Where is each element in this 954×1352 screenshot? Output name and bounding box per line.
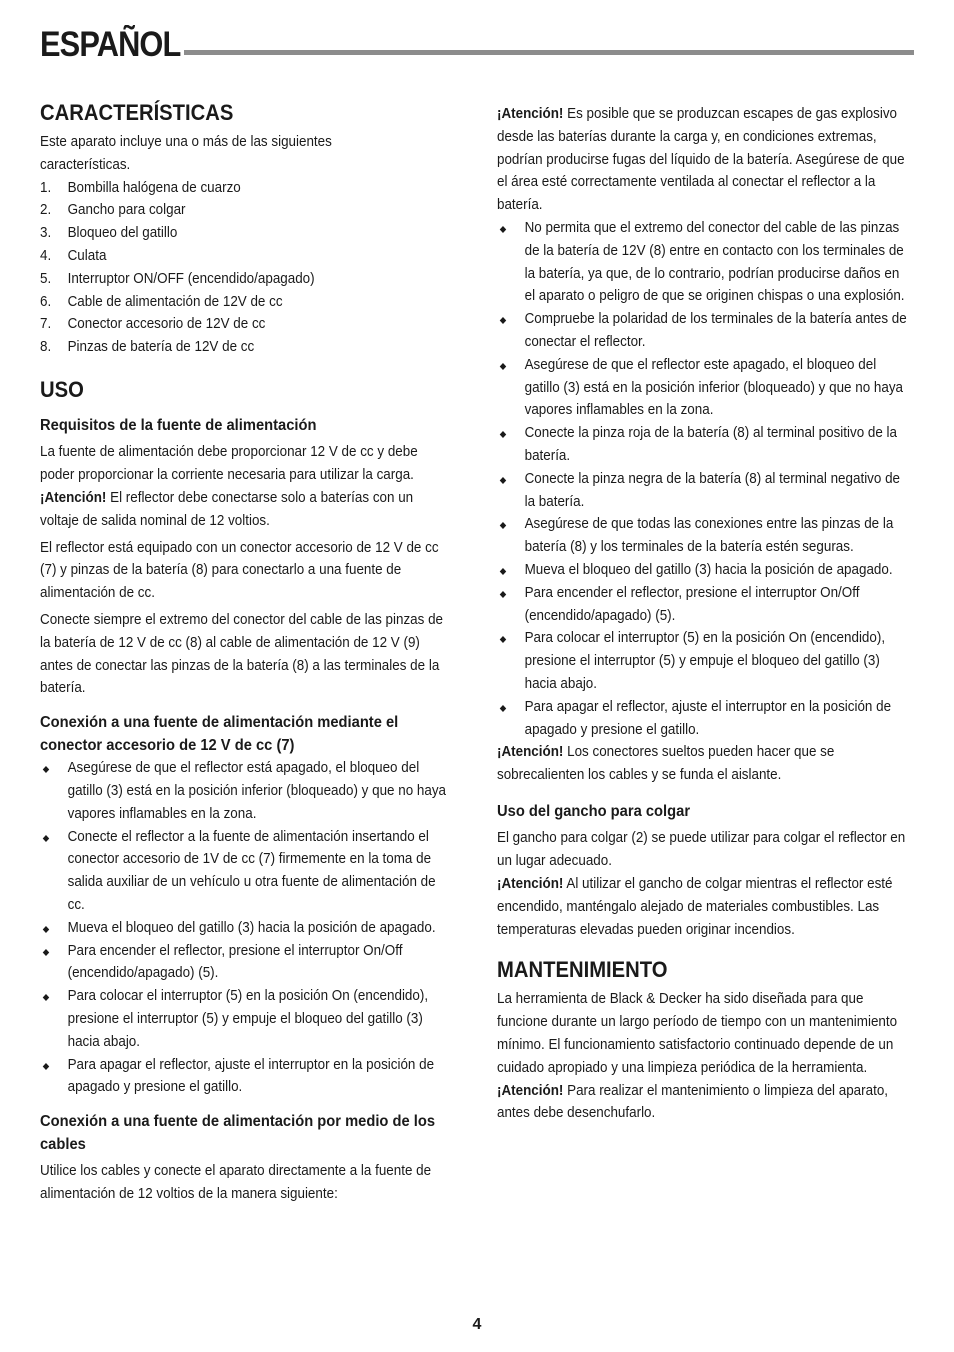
language-title: ESPAÑOL	[40, 25, 181, 64]
diamond-bullet-icon	[500, 317, 507, 324]
list-item: 7. Conector accesorio de 12V de cc	[40, 316, 266, 333]
features-intro: Este aparato incluye una o más de las siguientes características.	[40, 134, 332, 173]
right-column	[497, 103, 912, 1125]
diamond-bullet-icon	[43, 835, 50, 842]
list-item: Para apagar el reflector, ajuste el interruptor en la posición de apagado y presione el gatillo.	[497, 696, 912, 742]
subsection-title-requisitos: Requisitos de la fuente de alimentación	[40, 416, 317, 434]
req-paragraph-1: La fuente de alimentación debe proporcionar 12 V de cc y debe poder proporcionar la corriente necesaria para utilizar la carga.	[40, 444, 418, 484]
list-item: 6. Cable de alimentación de 12V de cc	[40, 293, 283, 310]
list-item: Conecte el reflector a la fuente de alimentación insertando el conector accesorio de 1V de cc (7) firmemente en la toma de salida auxiliar de un vehículo u otra fuente de alimentación de cc.	[40, 826, 450, 917]
conn1-bullet-list	[40, 757, 450, 1099]
hook-paragraph: El gancho para colgar (2) se puede utilizar para colgar el reflector en un lugar adecuado.	[497, 830, 906, 870]
features-list	[40, 177, 450, 359]
page-number: 4	[472, 1316, 482, 1333]
list-item: Mueva el bloqueo del gatillo (3) hacia la posición de apagado.	[40, 917, 450, 940]
diamond-bullet-icon	[500, 591, 507, 598]
list-item: Para colocar el interruptor (5) en la posición On (encendido), presione el interruptor (5) y empuje el bloqueo del gatillo (3) hacia abajo.	[497, 627, 912, 695]
req-paragraph-2: El reflector está equipado con un conector accesorio de 12 V de cc (7) y pinzas de la batería (8) para conectarlo a una fuente de alimentación de cc.	[40, 539, 439, 602]
list-item: 1. Bombilla halógena de cuarzo	[40, 179, 241, 196]
list-item: Conecte la pinza roja de la batería (8) al terminal positivo de la batería.	[497, 422, 912, 468]
list-item: No permita que el extremo del conector del cable de las pinzas de la batería de 12V (8) entre en contacto con los terminales de la batería, ya que, de lo contrario, podrían producirse daños en el aparato o peligro de que se originen chispas o una explosión.	[497, 217, 912, 308]
list-item: Asegúrese de que todas las conexiones entre las pinzas de la batería (8) y los terminales de la batería estén seguras.	[497, 513, 912, 559]
warning-label: ¡Atención!	[497, 1082, 564, 1099]
diamond-bullet-icon	[500, 477, 507, 484]
list-item: 4. Culata	[40, 247, 107, 264]
section-title-uso: USO	[40, 376, 84, 402]
warning-label: ¡Atención!	[497, 106, 564, 122]
req-warning: ¡Atención! El reflector debe conectarse solo a baterías con un voltaje de salida nominal de 12 voltios.	[40, 490, 414, 529]
list-item: Para apagar el reflector, ajuste el interruptor en la posición de apagado y presione el gatillo.	[40, 1054, 450, 1100]
diamond-bullet-icon	[500, 705, 507, 712]
list-item: Mueva el bloqueo del gatillo (3) hacia la posición de apagado.	[497, 559, 912, 582]
warning-label: ¡Atención!	[497, 744, 564, 761]
cables-bullet-list	[497, 217, 912, 741]
list-item: Para encender el reflector, presione el interruptor On/Off (encendido/apagado) (5).	[40, 940, 450, 986]
diamond-bullet-icon	[43, 766, 50, 773]
left-column	[40, 100, 450, 1206]
battery-warning: ¡Atención! Es posible que se produzcan escapes de gas explosivo desde las baterías durante la carga y, en condiciones extremas, podrían producirse fugas del líquido de la batería. Asegúrese de que el área esté correctamente ventilada al conectar el reflector a la batería.	[497, 106, 905, 214]
list-item: Compruebe la polaridad de los terminales de la batería antes de conectar el reflector.	[497, 308, 912, 354]
hook-warning: ¡Atención! Al utilizar el gancho de colgar mientras el reflector esté encendido, manténgalo alejado de materiales combustibles. Las temperaturas elevadas pueden originar incendios.	[497, 876, 893, 938]
list-item: Para colocar el interruptor (5) en la posición On (encendido), presione el interruptor (5) y empuje el bloqueo del gatillo (3) hacia abajo.	[40, 985, 450, 1053]
req-paragraph-3: Conecte siempre el extremo del conector del cable de las pinzas de la batería de 12 V de cc (8) al cable de alimentación de 12 V (9) antes de conectar las pinzas de la batería (8) a las terminales de la batería.	[40, 612, 444, 697]
section-title-caracteristicas: CARACTERÍSTICAS	[40, 100, 234, 125]
diamond-bullet-icon	[500, 363, 507, 370]
list-item: 3. Bloqueo del gatillo	[40, 225, 178, 242]
diamond-bullet-icon	[43, 926, 50, 933]
connectors-warning: ¡Atención! Los conectores sueltos pueden hacer que se sobrecalienten los cables y se funda el aislante.	[497, 744, 835, 784]
diamond-bullet-icon	[500, 522, 507, 529]
subsection-title-conexion-conector: Conexión a una fuente de alimentación mediante el conector accesorio de 12 V de cc (7)	[40, 714, 399, 754]
header-rule	[184, 50, 914, 55]
diamond-bullet-icon	[43, 1063, 50, 1070]
diamond-bullet-icon	[43, 949, 50, 956]
list-item: Asegúrese de que el reflector está apagado, el bloqueo del gatillo (3) está en la posición inferior (bloqueado) y que no haya vapores inflamables en la zona.	[40, 757, 450, 825]
diamond-bullet-icon	[500, 568, 507, 575]
list-item: Conecte la pinza negra de la batería (8) al terminal negativo de la batería.	[497, 468, 912, 514]
maintenance-paragraph: La herramienta de Black & Decker ha sido diseñada para que funcione durante un largo período de tiempo con un mantenimiento mínimo. El funcionamiento satisfactorio continuado depende de un cuidado apropiado y una limpieza periódica de la herramienta.	[497, 991, 898, 1076]
list-item: 2. Gancho para colgar	[40, 202, 186, 219]
subsection-title-conexion-cables: Conexión a una fuente de alimentación por medio de los cables	[40, 1113, 436, 1153]
conn2-paragraph: Utilice los cables y conecte el aparato directamente a la fuente de alimentación de 12 voltios de la manera siguiente:	[40, 1163, 432, 1202]
subsection-title-gancho: Uso del gancho para colgar	[497, 802, 691, 820]
list-item: Asegúrese de que el reflector este apagado, el bloqueo del gatillo (3) está en la posición inferior (bloqueado) y que no haya vapores inflamables en la zona.	[497, 354, 912, 422]
warning-label: ¡Atención!	[40, 490, 107, 507]
diamond-bullet-icon	[500, 636, 507, 643]
warning-label: ¡Atención!	[497, 876, 564, 892]
list-item: 5. Interruptor ON/OFF (encendido/apagado)	[40, 270, 315, 287]
list-item: 8. Pinzas de batería de 12V de cc	[40, 339, 255, 356]
diamond-bullet-icon	[43, 994, 50, 1001]
list-item: Para encender el reflector, presione el interruptor On/Off (encendido/apagado) (5).	[497, 582, 912, 628]
page-header	[40, 22, 914, 68]
section-title-mantenimiento: MANTENIMIENTO	[497, 957, 668, 983]
diamond-bullet-icon	[500, 226, 507, 233]
maintenance-warning: ¡Atención! Para realizar el mantenimiento o limpieza del aparato, antes debe desenchufarlo.	[497, 1082, 889, 1122]
diamond-bullet-icon	[500, 431, 507, 438]
